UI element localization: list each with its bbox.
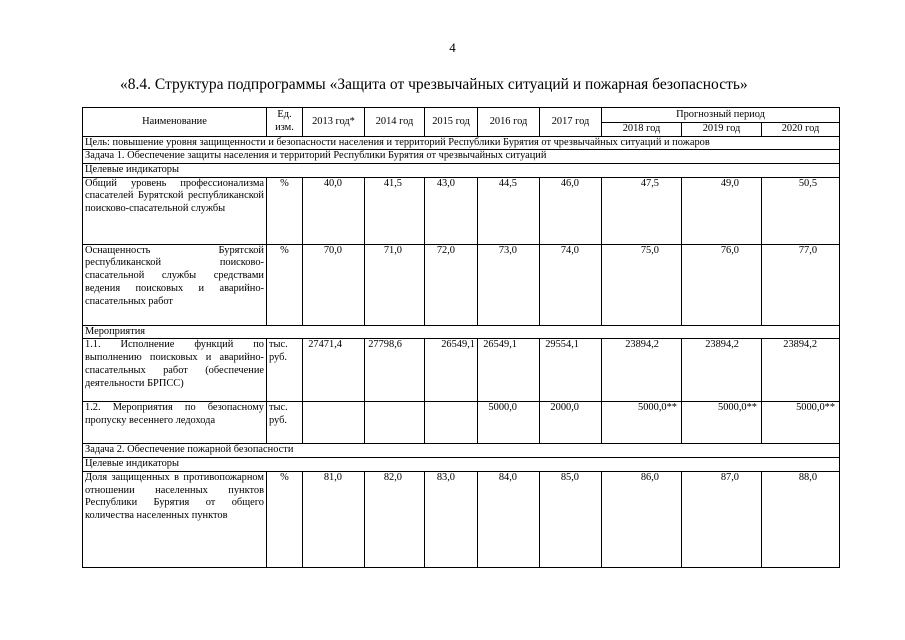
task-2-text: Задача 2. Обеспечение пожарной безопасности	[83, 444, 840, 458]
target-indicators-row	[83, 164, 840, 178]
header-row	[83, 108, 840, 123]
value-2017: 2000,0	[540, 402, 602, 444]
header-2016: 2016 год	[478, 108, 540, 137]
row-unit: тыс. руб.	[267, 402, 303, 444]
section-heading: «8.4. Структура подпрограммы «Защита от чрезвычайных ситуаций и пожарная безопасность»	[120, 76, 748, 93]
table-row	[83, 339, 840, 402]
value-2020: 50,5	[762, 177, 840, 244]
table-row	[83, 177, 840, 244]
value-2019: 23894,2	[682, 339, 762, 402]
value-2017: 85,0	[540, 471, 602, 567]
value-2014: 71,0	[365, 244, 425, 325]
value-2020: 23894,2	[762, 339, 840, 402]
value-2014: 41,5	[365, 177, 425, 244]
row-name: 1.2. Мероприятия по безопасному пропуску весеннего ледохода	[83, 402, 267, 444]
value-2015: 43,0	[425, 177, 478, 244]
header-unit: Ед. изм.	[267, 108, 303, 137]
value-2014: 27798,6	[365, 339, 425, 402]
header-2013: 2013 год*	[303, 108, 365, 137]
activities-row	[83, 325, 840, 339]
value-2013: 27471,4	[303, 339, 365, 402]
value-2019: 76,0	[682, 244, 762, 325]
header-2020: 2020 год	[762, 123, 840, 137]
subprogram-structure-table	[82, 107, 840, 568]
page-number: 4	[449, 40, 456, 55]
value-2020: 88,0	[762, 471, 840, 567]
value-2017: 74,0	[540, 244, 602, 325]
row-unit: %	[267, 244, 303, 325]
task-2-row	[83, 444, 840, 458]
value-2016: 44,5	[478, 177, 540, 244]
header-forecast: Прогнозный период	[602, 108, 840, 123]
activities-label: Мероприятия	[83, 325, 840, 339]
value-2018: 86,0	[602, 471, 682, 567]
row-unit: %	[267, 471, 303, 567]
value-2018: 5000,0**	[602, 402, 682, 444]
value-2017: 29554,1	[540, 339, 602, 402]
header-2018: 2018 год	[602, 123, 682, 137]
table-row	[83, 402, 840, 444]
value-2018: 47,5	[602, 177, 682, 244]
header-2017: 2017 год	[540, 108, 602, 137]
value-2015: 26549,1	[425, 339, 478, 402]
value-2019: 87,0	[682, 471, 762, 567]
row-name: 1.1. Исполнение функций по выполнению поисковых и аварийно-спасательных работ (обеспечение деятельности БРПСС)	[83, 339, 267, 402]
value-2013: 81,0	[303, 471, 365, 567]
header-name: Наименование	[83, 108, 267, 137]
target-indicators-label: Целевые индикаторы	[83, 164, 840, 178]
value-2013: 70,0	[303, 244, 365, 325]
header-2014: 2014 год	[365, 108, 425, 137]
goal-row	[83, 136, 840, 150]
value-2018: 75,0	[602, 244, 682, 325]
task-1-text: Задача 1. Обеспечение защиты населения и территорий Республики Бурятия от чрезвычайных ситуаций	[83, 150, 840, 164]
target-indicators-label: Целевые индикаторы	[83, 458, 840, 472]
value-2016: 26549,1	[478, 339, 540, 402]
goal-text: Цель: повышение уровня защищенности и безопасности населения и территорий Республики Бурятия от чрезвычайных ситуаций и пожаров	[83, 136, 840, 150]
value-2014: 82,0	[365, 471, 425, 567]
value-2020: 5000,0**	[762, 402, 840, 444]
row-name: Оснащенность Бурятской республиканской поисково-спасательной службы средствами ведения поисковых и аварийно-спасательных работ	[83, 244, 267, 325]
value-2017: 46,0	[540, 177, 602, 244]
value-2016: 5000,0	[478, 402, 540, 444]
value-2015: 83,0	[425, 471, 478, 567]
table-row	[83, 244, 840, 325]
header-2015: 2015 год	[425, 108, 478, 137]
row-unit: %	[267, 177, 303, 244]
task-1-row	[83, 150, 840, 164]
table-row	[83, 471, 840, 567]
value-2016: 84,0	[478, 471, 540, 567]
row-name: Общий уровень профессионализма спасателей Бурятской республиканской поисково-спасательной службы	[83, 177, 267, 244]
value-2016: 73,0	[478, 244, 540, 325]
value-2014	[365, 402, 425, 444]
value-2019: 49,0	[682, 177, 762, 244]
value-2018: 23894,2	[602, 339, 682, 402]
value-2015: 72,0	[425, 244, 478, 325]
value-2013	[303, 402, 365, 444]
row-name: Доля защищенных в противопожарном отношении населенных пунктов Республики Бурятия от общего количества населенных пунктов	[83, 471, 267, 567]
value-2019: 5000,0**	[682, 402, 762, 444]
value-2013: 40,0	[303, 177, 365, 244]
row-unit: тыс. руб.	[267, 339, 303, 402]
value-2015	[425, 402, 478, 444]
header-2019: 2019 год	[682, 123, 762, 137]
target-indicators-row	[83, 458, 840, 472]
value-2020: 77,0	[762, 244, 840, 325]
